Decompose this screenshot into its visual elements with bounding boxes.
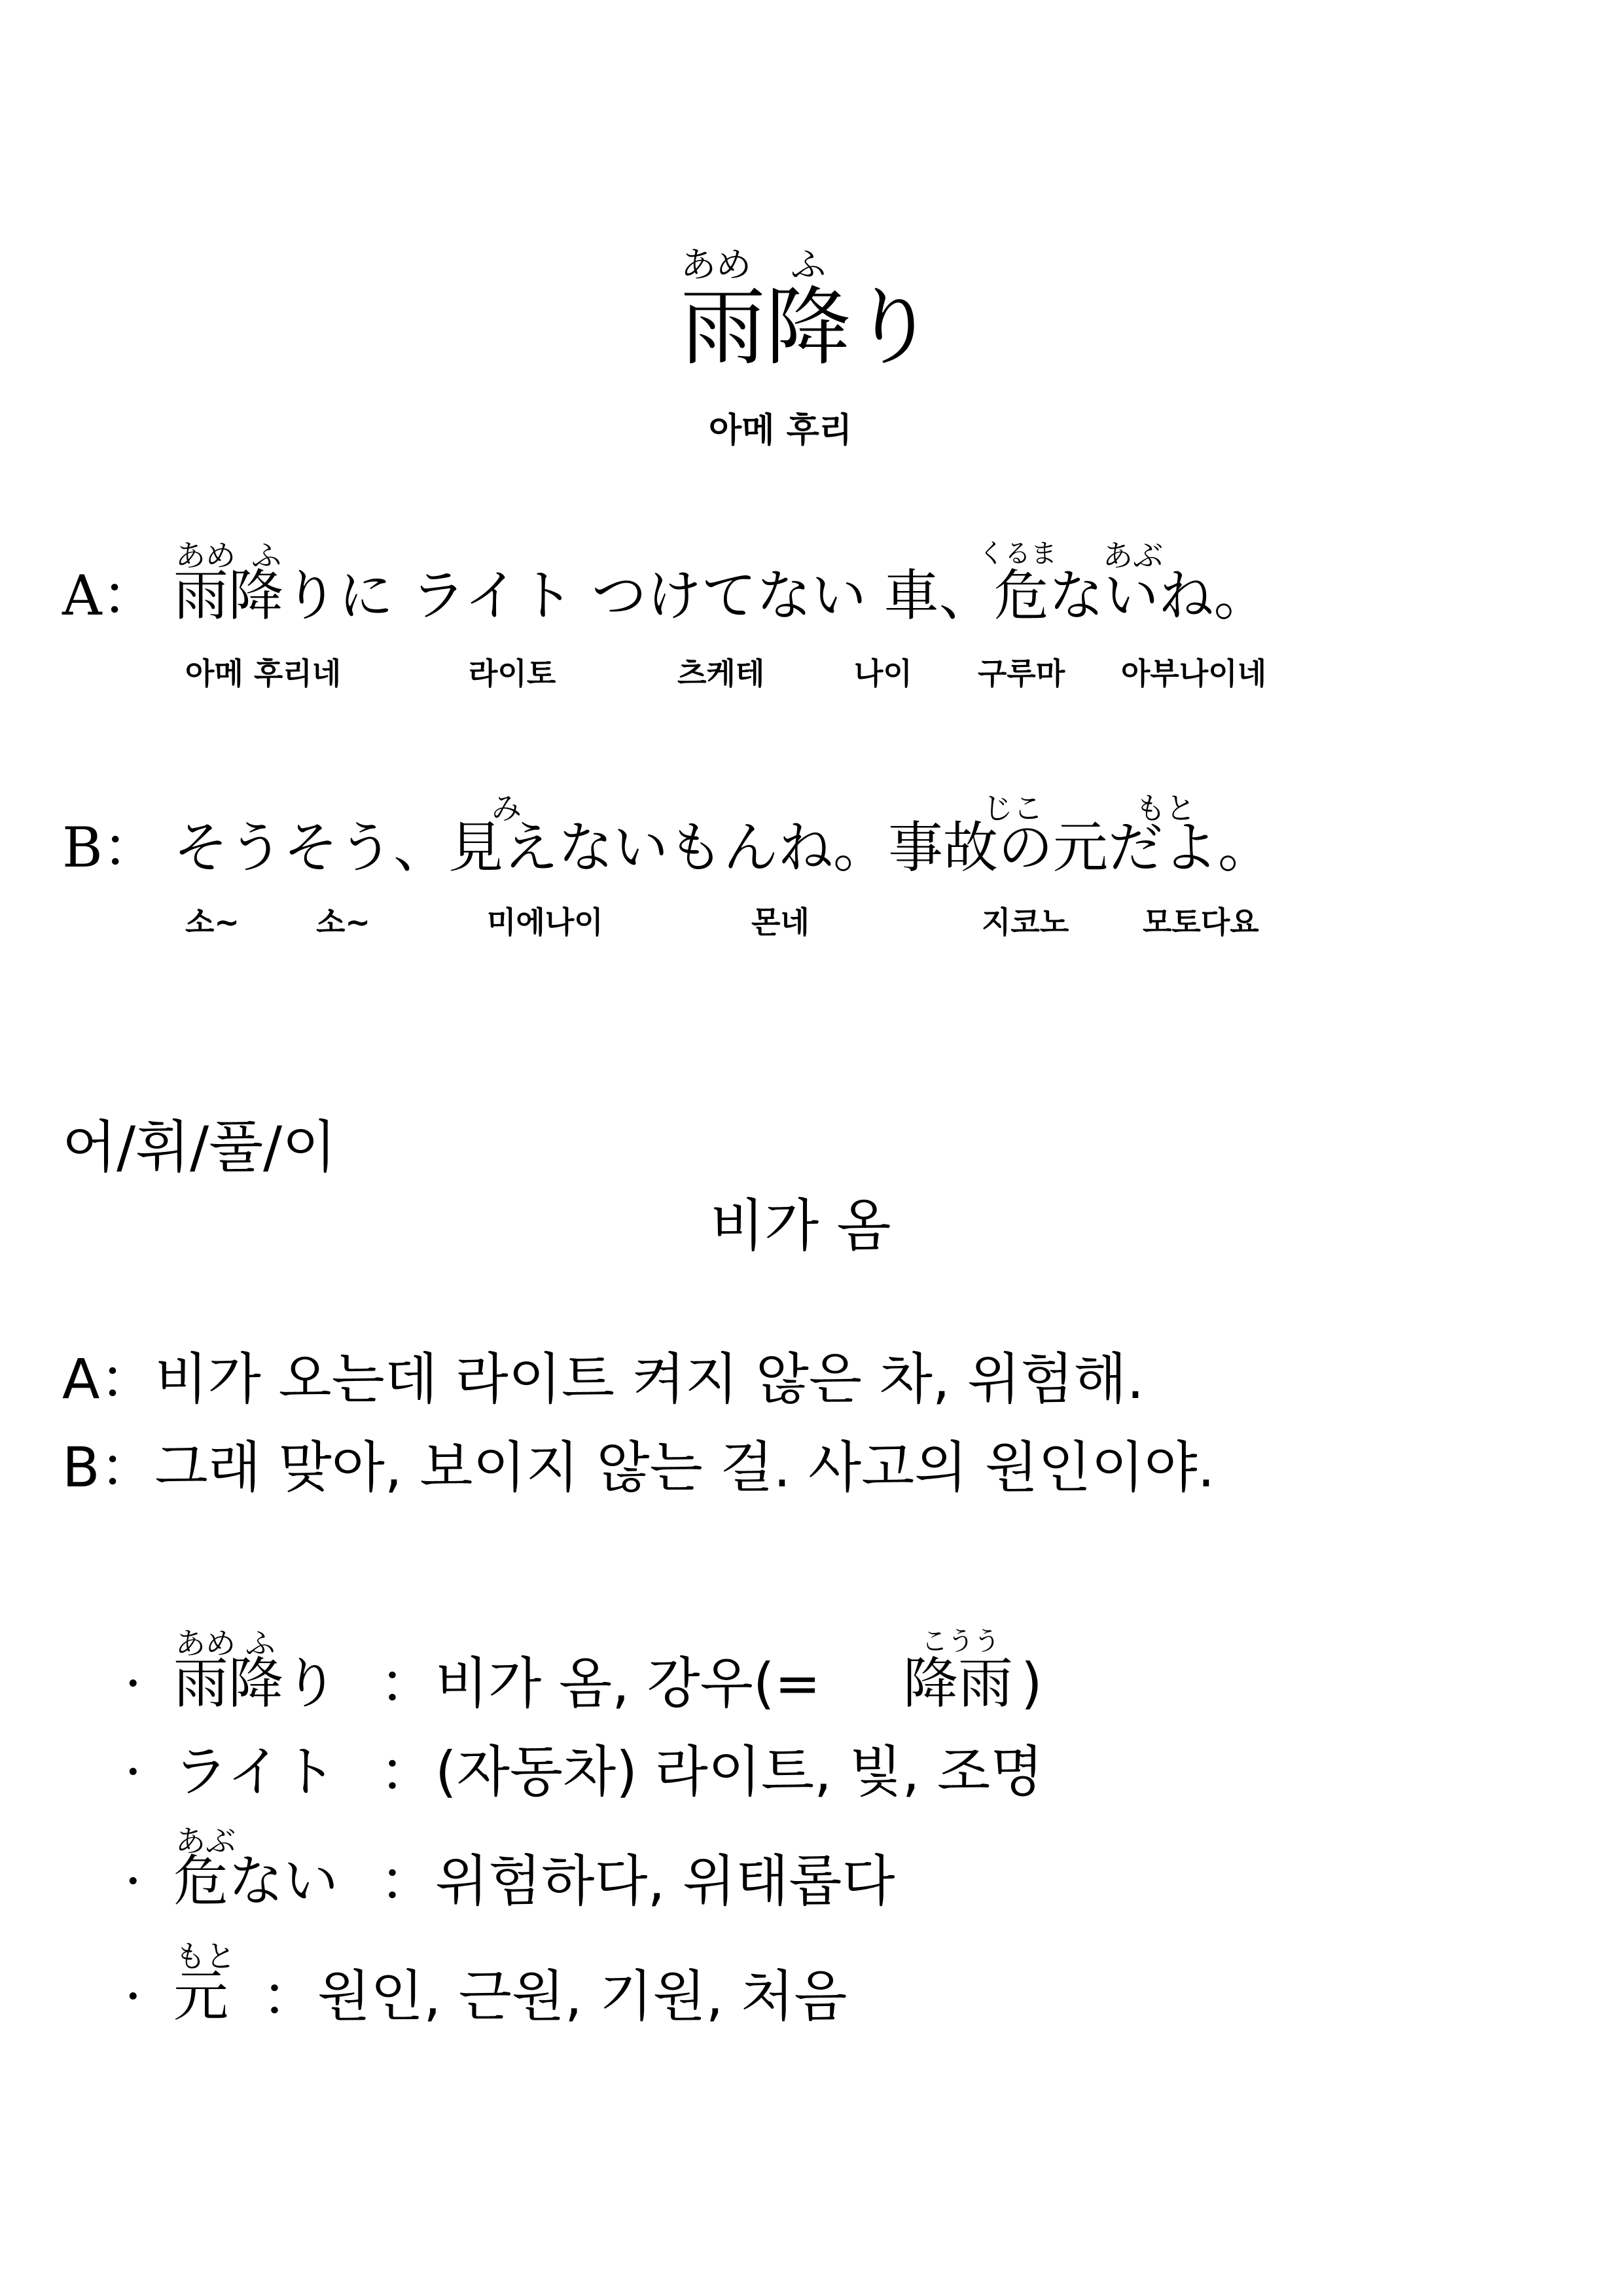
vocab-0-word: 雨降り — [173, 1651, 339, 1715]
vocab-0-meaning: 비가 옴, 강우(= — [435, 1651, 821, 1715]
vocab-3-meaning: 원인, 근원, 기원, 처음 — [317, 1964, 847, 2028]
dialogue-a-pron-5: 아부나이네 — [1121, 656, 1267, 691]
vocab-header: 어/휘/풀/이 — [62, 1115, 337, 1180]
vocab-0-close: ) — [1021, 1651, 1043, 1715]
vocab-0-ruby2: こうう — [921, 1626, 1000, 1657]
ruby-fu: ふ — [251, 538, 281, 573]
dialogue-b-text: そうそう、見えないもんね。事故の元だよ。 — [173, 816, 1274, 880]
vocab-3-ruby: もと — [175, 1939, 236, 1974]
page-title: 雨降り — [681, 278, 936, 377]
dialogue-b-pron-4: 지코노 — [982, 905, 1069, 940]
translation-a: A：비가 오는데 라이트 켜지 않은 차, 위험해. — [62, 1347, 1145, 1411]
title-ruby-ame: あめ — [681, 244, 751, 285]
dialogue-a-speaker: A： — [62, 564, 157, 628]
dialogue-a-text: 雨降りに ライト つけてない 車、危ないね。 — [173, 564, 1269, 628]
vocab-1-word: ライト — [173, 1740, 337, 1804]
translation-b: B：그래 맞아, 보이지 않는 걸. 사고의 원인이야. — [62, 1435, 1215, 1499]
ruby-abu: あぶ — [1103, 538, 1163, 573]
vocab-2-sep: ： — [380, 1849, 435, 1913]
vocab-1-bullet: · — [124, 1740, 142, 1804]
dialogue-b-pron-0: 소~ — [185, 905, 240, 940]
meaning-title: 비가 옴 — [710, 1193, 891, 1259]
dialogue-a-pron-2: 츠케테 — [677, 656, 765, 691]
dialogue-b-speaker: B： — [62, 816, 158, 880]
vocab-3-sep: ： — [262, 1964, 317, 2028]
vocab-1-meaning: (자동차) 라이트, 빛, 조명 — [435, 1740, 1044, 1804]
vocab-2-meaning: 위험하다, 위태롭다 — [435, 1849, 895, 1913]
vocab-1-sep: ： — [380, 1740, 435, 1804]
vocab-3-bullet: · — [124, 1964, 142, 2028]
dialogue-b-pron-1: 소~ — [316, 905, 370, 940]
vocab-2-bullet: · — [124, 1849, 142, 1913]
ruby-jiko: じこ — [983, 791, 1043, 826]
vocab-0-sep: ： — [380, 1651, 435, 1715]
vocab-2-word: 危ない — [173, 1849, 339, 1913]
ruby-moto: もと — [1135, 791, 1196, 826]
title-pronunciation: 아메 후리 — [709, 411, 853, 450]
ruby-kuruma: くるま — [978, 539, 1057, 569]
vocab-0-bullet: · — [124, 1651, 142, 1715]
vocab-0-ruby: あめ ふ — [175, 1626, 276, 1661]
dialogue-b-pron-2: 미에나이 — [487, 905, 603, 940]
dialogue-a-pron-1: 라이토 — [469, 656, 556, 691]
title-ruby-fu: ふ — [791, 244, 826, 285]
vocab-2-ruby: あぶ — [175, 1823, 236, 1859]
ruby-ame: あめ — [175, 538, 236, 573]
vocab-0-word2: 降雨 — [903, 1651, 1014, 1715]
vocab-3-word: 元 — [173, 1964, 229, 2028]
dialogue-a-pron-4: 구루마 — [978, 656, 1065, 691]
dialogue-b-pron-5: 모토다요 — [1143, 905, 1259, 940]
dialogue-b-pron-3: 몬네 — [751, 905, 810, 940]
ruby-mi: み — [491, 791, 522, 826]
dialogue-a-pron-0: 아메 후리네 — [185, 656, 342, 691]
dialogue-a-pron-3: 나이 — [854, 656, 912, 691]
